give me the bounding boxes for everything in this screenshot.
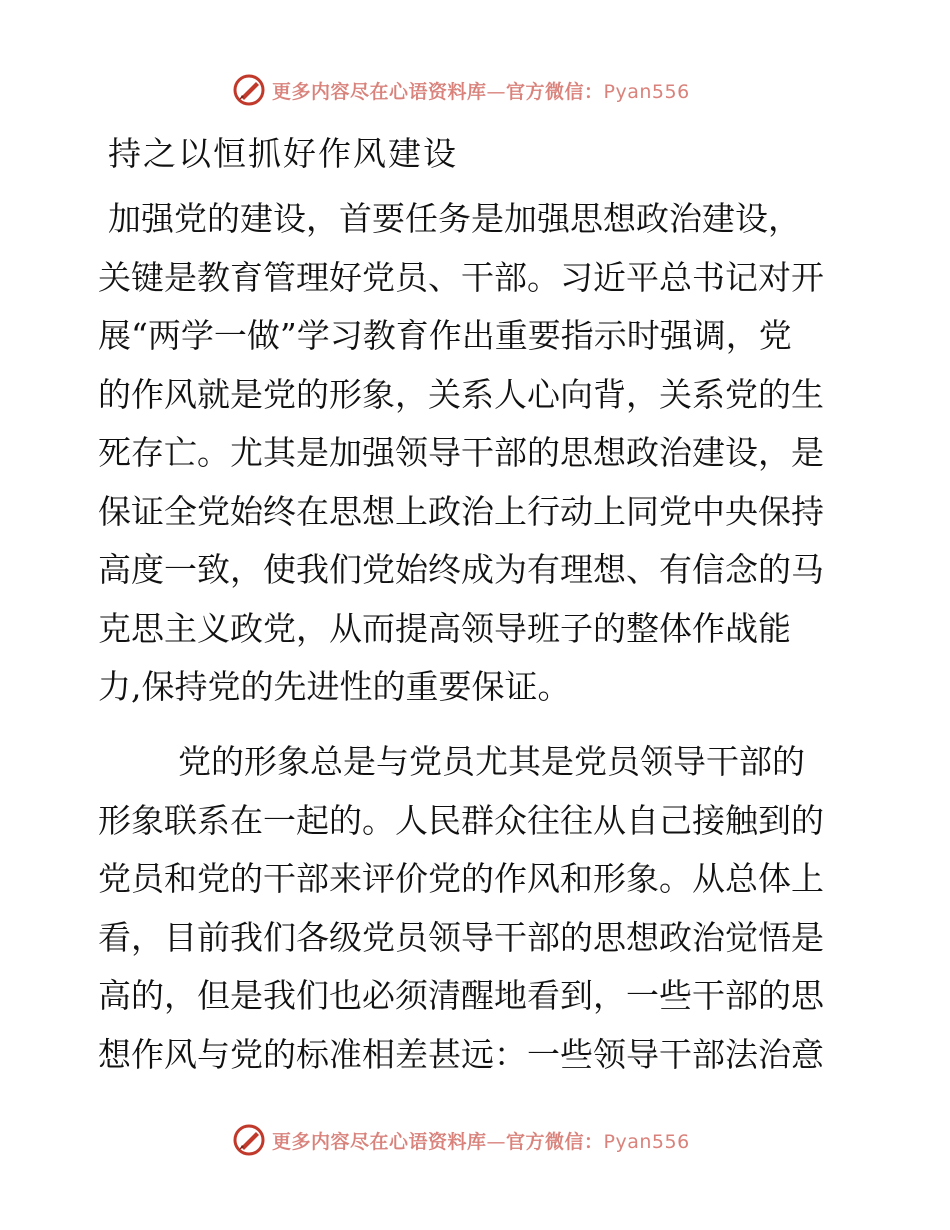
banner-slogan: 更多内容尽在心语资料库 [272,1130,487,1153]
text-line: 看，目前我们各级党员领导干部的思想政治觉悟是 [98,917,824,957]
footer-banner [232,1122,690,1158]
banner-separator: — [486,1130,507,1153]
banner-text [272,77,690,104]
banner-separator: — [486,80,507,103]
text-line: 克思主义政党，从而提高领导班子的整体作战能 [98,608,791,648]
banner-wechat-id: Pyan556 [603,80,690,103]
paragraph-1 [98,190,858,717]
paragraph-2 [98,733,858,1084]
text-line: 加强党的建设，首要任务是加强思想政治建设， [108,199,801,238]
text-line: 死存亡。尤其是加强领导干部的思想政治建设，是 [98,433,824,472]
quill-logo-icon [232,73,266,107]
text-line: 高的，但是我们也必须清醒地看到，一些干部的思 [98,976,824,1015]
banner-slogan: 更多内容尽在心语资料库 [272,80,487,103]
text-line: 党的形象总是与党员尤其是党员领导干部的 [178,742,805,781]
banner-text [272,1127,690,1154]
text-line: 展“两学一做”学习教育作出重要指示时强调，党 [98,316,792,355]
banner-wechat-label: 官方微信： [506,1130,604,1153]
text-line: 保证全党始终在思想上政治上行动上同党中央保持 [98,491,824,531]
text-line: 的作风就是党的形象，关系人心向背，关系党的生 [98,374,824,414]
quill-logo-icon [232,1123,266,1157]
text-line: 形象联系在一起的。人民群众往往从自己接触到的 [98,800,824,840]
document-title: 持之以恒抓好作风建设 [108,134,458,173]
header-banner [232,72,690,108]
text-line: 关键是教育管理好党员、干部。习近平总书记对开 [98,257,824,297]
banner-wechat-label: 官方微信： [506,80,604,103]
text-line: 想作风与党的标准相差甚远：一些领导干部法治意 [98,1034,824,1074]
banner-wechat-id: Pyan556 [603,1130,690,1153]
text-line: 力,保持党的先进性的重要保证。 [98,667,571,706]
text-line: 高度一致，使我们党始终成为有理想、有信念的马 [98,550,824,589]
text-line: 党员和党的干部来评价党的作风和形象。从总体上 [98,859,824,898]
